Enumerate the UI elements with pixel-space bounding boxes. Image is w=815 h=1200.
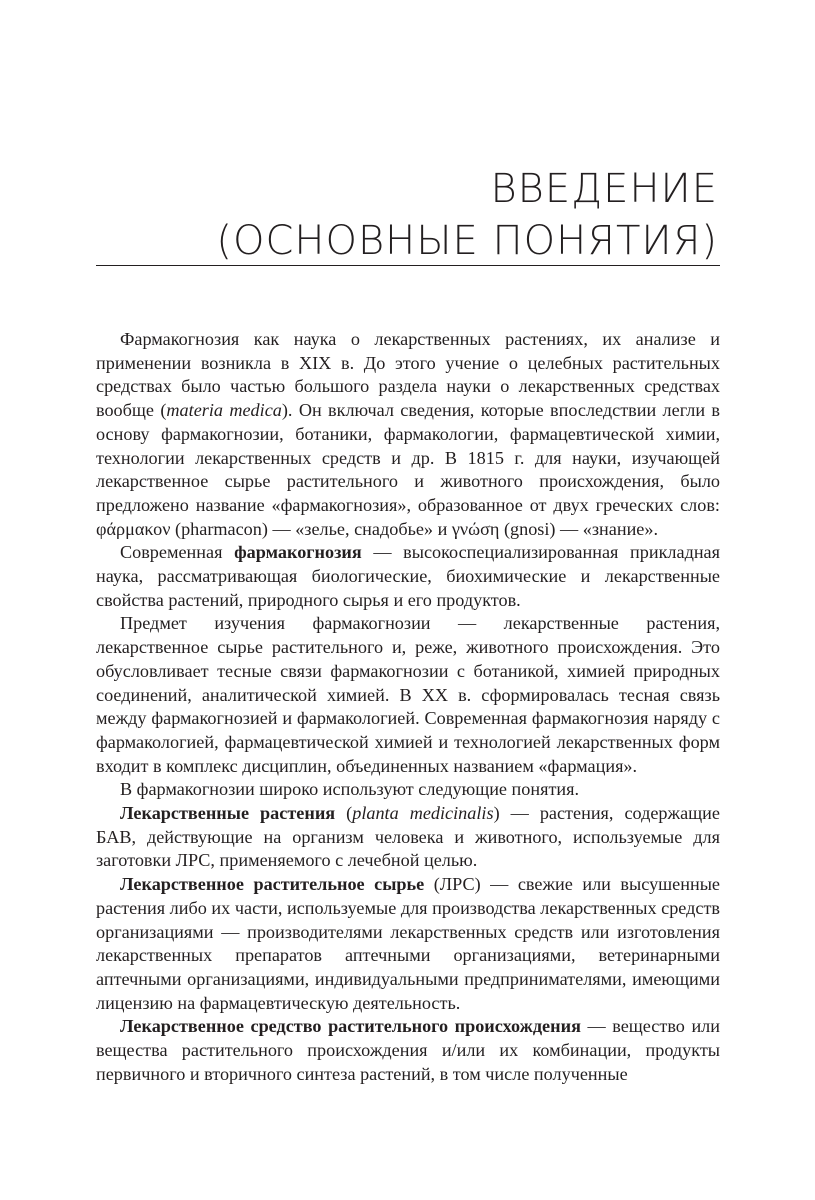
paragraph-text-cont: ). Он включал сведения, которые впоследствии легли в основу фармакогнозии, ботаники, фармакологии, фармацевтической химии, технологии лекарственных средств и др. В 1815 г. для науки, изучающей лекарственное сырье растительного и животного происхождения, было предложено название «фармакогнозия», образованное от двух греческих слов: φάρμακον (pharmacon) — «зелье, снадобье» и γνώση (gnosi) — «знание». [96,400,721,539]
paragraph-herbal-medicine [96,1015,720,1086]
term-herbal-medicine: Лекарственное средство растительного происхождения [120,1016,581,1037]
paragraph-text: Предмет изучения фармакогнозии — лекарственные растения, лекарственное сырье растительного и, реже, животного происхождения. Это обусловливает тесные связи фармакогнозии с ботаникой, химией природных соединений, аналитической химией. В XX в. сформировалась тесная связь между фармакогнозией и фармакологией. Современная фармакогнозия наряду с фармакологией, фармацевтической химией и технологией лекарственных форм входит в комплекс дисциплин, объединенных названием «фармация». [96,613,720,776]
title-underline [96,265,720,266]
paragraph-text: ( [335,803,353,824]
chapter-title-line-1: ВВЕДЕНИЕ [490,166,718,212]
term-plant-raw-material: Лекарственное растительное сырье [120,874,425,895]
paragraph-plant-raw-material [96,873,720,1015]
body-text [96,328,720,1087]
chapter-title [216,163,718,267]
paragraph-text: Современная [120,542,235,563]
paragraph-text: В фармакогнозии широко используют следующие понятия. [120,779,580,800]
paragraph-text: — вещество или вещества растительного происхождения и/или их комбинации, продукты первичного и вторичного синтеза растений, в том числе полученные [96,1016,720,1084]
paragraph-medicinal-plants [96,802,720,873]
paragraph-subject [96,612,720,778]
paragraph-text: Фармакогнозия как наука о лекарственных растениях, их анализе и применении возникла в XIX в. До этого учение о целебных растительных средствах было частью большого раздела науки о лекарственных средствах вообще ( [96,329,720,421]
term-pharmacognosy: фармакогнозия [234,542,362,563]
chapter-title-line-2: (ОСНОВНЫЕ ПОНЯТИЯ) [216,218,718,264]
paragraph-history [96,328,720,541]
paragraph-concepts-intro [96,778,720,802]
paragraph-definition [96,541,720,612]
paragraph-text-cont: — высокоспециализированная прикладная наука, рассматривающая биологические, биохимические и лекарственные свойства растений, природного сырья и его продуктов. [96,542,720,610]
latin-term: materia medica [166,400,282,421]
term-medicinal-plants: Лекарственные растения [120,803,336,824]
latin-term: planta medicinalis [352,803,494,824]
paragraph-text-cont: ) — растения, содержащие БАВ, действующие на организм человека и животного, используемые для заготовки ЛРС, применяемого с лечебной целью. [96,803,720,871]
paragraph-text: (ЛРС) — свежие или высушенные растения либо их части, используемые для производства лекарственных средств организациями — производителями лекарственных средств или изготовления лекарственных препаратов аптечными организациями, ветеринарными аптечными организациями, индивидуальными предпринимателями, имеющими лицензию на фармацевтическую деятельность. [96,874,720,1013]
